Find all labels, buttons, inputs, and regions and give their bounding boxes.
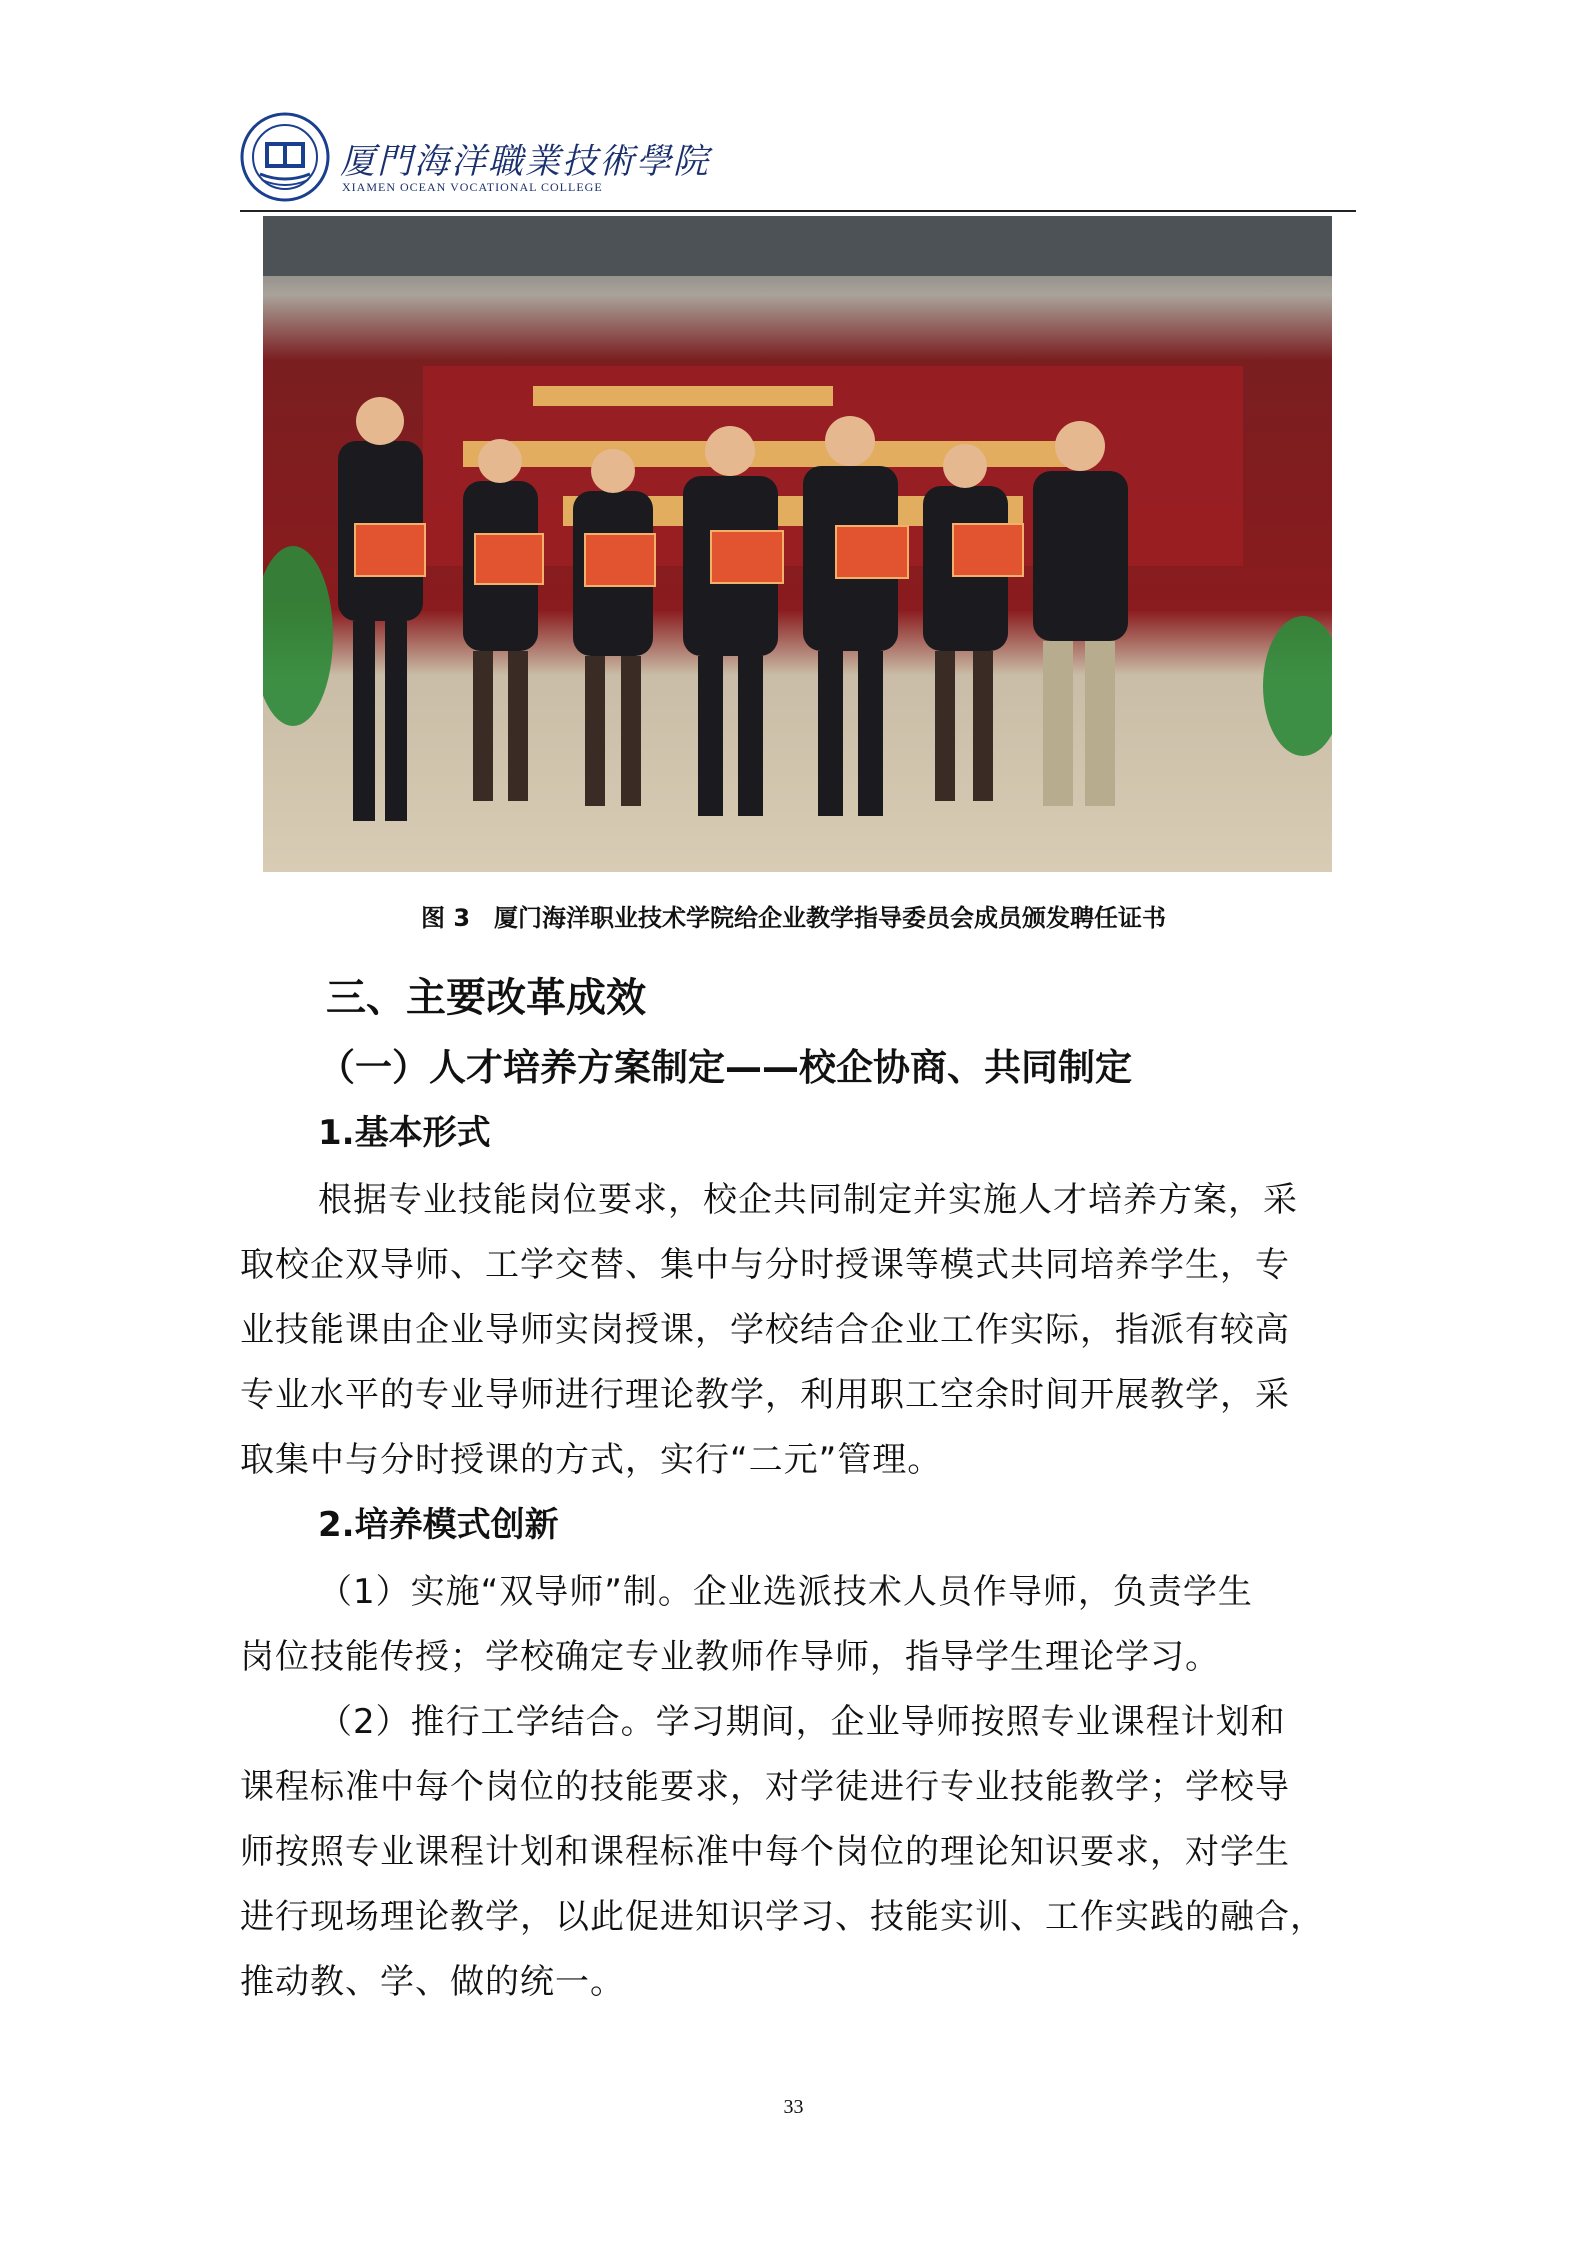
paragraph-line: （1）实施“双导师”制。企业选派技术人员作导师，负责学生 [318, 1572, 1253, 1612]
paragraph-line: 师按照专业课程计划和课程标准中每个岗位的理论知识要求，对学生 [240, 1832, 1290, 1872]
page-number: 33 [783, 2096, 804, 2118]
paragraph-line: 业技能课由企业导师实岗授课，学校结合企业工作实际，指派有较高 [240, 1310, 1290, 1350]
paragraph-line: 课程标准中每个岗位的技能要求，对学徒进行专业技能教学；学校导 [240, 1767, 1290, 1807]
paragraph-line: 专业水平的专业导师进行理论教学，利用职工空余时间开展教学，采 [240, 1375, 1290, 1415]
figure-caption: 图 3 厦门海洋职业技术学院给企业教学指导委员会成员颁发聘任证书 [420, 904, 1167, 932]
paragraph-line: 取集中与分时授课的方式，实行“二元”管理。 [240, 1440, 943, 1480]
page-header [240, 112, 1356, 210]
college-logo-icon [240, 112, 330, 202]
paragraph-line: 推动教、学、做的统一。 [240, 1962, 625, 2002]
item2-title: 2.培养模式创新 [318, 1505, 559, 1545]
paragraph-line: 岗位技能传授；学校确定专业教师作导师，指导学生理论学习。 [240, 1637, 1220, 1677]
school-name-en: XIAMEN OCEAN VOCATIONAL COLLEGE [342, 180, 603, 194]
award-ceremony-photo [263, 216, 1332, 872]
paragraph-line: （2）推行工学结合。学习期间，企业导师按照专业课程计划和 [318, 1702, 1286, 1742]
item1-title: 1.基本形式 [318, 1113, 491, 1153]
paragraph-line: 进行现场理论教学，以此促进知识学习、技能实训、工作实践的融合， [240, 1897, 1325, 1937]
paragraph-line: 根据专业技能岗位要求，校企共同制定并实施人才培养方案，采 [318, 1180, 1298, 1220]
paragraph-line: 取校企双导师、工学交替、集中与分时授课等模式共同培养学生，专 [240, 1245, 1290, 1285]
school-name-cn: 厦門海洋職業技術學院 [340, 142, 711, 182]
header-divider [240, 210, 1356, 212]
section-heading: 三、主要改革成效 [326, 975, 646, 1021]
section-subheading: （一）人才培养方案制定——校企协商、共同制定 [318, 1046, 1132, 1089]
